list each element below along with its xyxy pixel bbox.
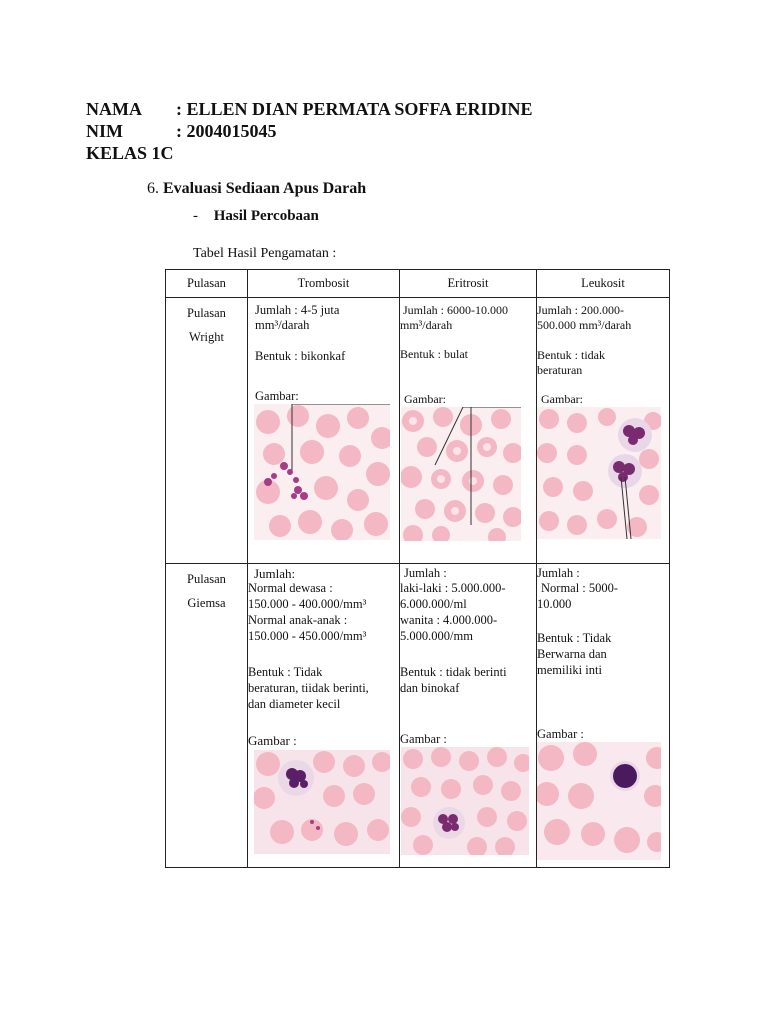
cell-giemsa-trombosit: [248, 564, 400, 868]
nim-label: NIM: [86, 121, 123, 141]
table-header-row: [166, 270, 670, 298]
wright-trombosit-jumlah-2: mm³/darah: [255, 318, 310, 332]
cell-wright-eritrosit: [400, 298, 537, 564]
giemsa-trombosit-line-3: Normal anak-anak :: [248, 613, 348, 627]
wright-trombosit-image: [254, 404, 390, 540]
giemsa-trombosit-bentuk-1: Bentuk : Tidak: [248, 665, 323, 679]
header-leukosit: Leukosit: [537, 270, 670, 298]
wright-eritrosit-image: [401, 407, 521, 541]
giemsa-leukosit-bentuk-2: Berwarna dan: [537, 647, 607, 661]
cell-wright-trombosit: [248, 298, 400, 564]
giemsa-eritrosit-gambar: Gambar :: [400, 732, 447, 746]
giemsa-eritrosit-image: [401, 747, 529, 855]
giemsa-trombosit-bentuk-2: beraturan, tiidak berinti,: [248, 681, 369, 695]
observation-table: [165, 269, 670, 868]
wright-eritrosit-bentuk: Bentuk : bulat: [400, 347, 468, 361]
subtitle-line: [193, 208, 319, 225]
label-wright-line-1: Pulasan: [187, 306, 226, 320]
label-giemsa-line-2: Giemsa: [187, 596, 226, 610]
giemsa-eritrosit-bentuk-2: dan binokaf: [400, 681, 460, 695]
giemsa-leukosit-line-1: Normal : 5000-: [541, 581, 619, 595]
row-giemsa: [166, 564, 670, 868]
wright-leukosit-jumlah-1: Jumlah : 200.000-: [537, 303, 624, 317]
wright-leukosit-bentuk-2: beraturan: [537, 363, 583, 377]
giemsa-leukosit-bentuk-3: memiliki inti: [537, 663, 602, 677]
section-title-text: Evaluasi Sediaan Apus Darah: [163, 180, 367, 197]
wright-trombosit-jumlah-1: Jumlah : 4-5 juta: [255, 303, 340, 317]
giemsa-trombosit-line-4: 150.000 - 450.000/mm³: [248, 629, 367, 643]
giemsa-leukosit-gambar: Gambar :: [537, 727, 584, 741]
table-caption: Tabel Hasil Pengamatan :: [193, 246, 337, 261]
nama-label: NAMA: [86, 99, 142, 119]
kelas-line: KELAS 1C: [86, 143, 174, 163]
nim-line: [86, 120, 277, 142]
wright-eritrosit-jumlah-2: mm³/darah: [400, 318, 453, 332]
giemsa-eritrosit-line-2: 6.000.000/ml: [400, 597, 467, 611]
giemsa-trombosit-bentuk-3: dan diameter kecil: [248, 697, 341, 711]
giemsa-eritrosit-line-1: laki-laki : 5.000.000-: [400, 581, 506, 595]
wright-leukosit-gambar: Gambar:: [541, 392, 583, 406]
wright-eritrosit-jumlah-1: Jumlah : 6000-10.000: [403, 303, 508, 317]
subtitle-dash: -: [193, 208, 198, 224]
giemsa-eritrosit-jumlah: Jumlah :: [404, 566, 447, 580]
wright-leukosit-jumlah-2: 500.000 mm³/darah: [537, 318, 632, 332]
giemsa-eritrosit-line-3: wanita : 4.000.000-: [400, 613, 498, 627]
section-title: [147, 180, 366, 198]
label-giemsa-line-1: Pulasan: [187, 572, 226, 586]
header-trombosit: Trombosit: [248, 270, 400, 298]
giemsa-trombosit-line-1: Normal dewasa :: [248, 581, 333, 595]
giemsa-eritrosit-line-4: 5.000.000/mm: [400, 629, 473, 643]
wright-leukosit-image: [537, 407, 661, 539]
cell-giemsa-leukosit: [537, 564, 670, 868]
wright-trombosit-gambar: Gambar:: [255, 389, 299, 403]
giemsa-leukosit-jumlah: Jumlah :: [537, 566, 580, 580]
giemsa-leukosit-line-2: 10.000: [537, 597, 572, 611]
nama-line: [86, 98, 533, 120]
section-number: 6.: [147, 180, 159, 197]
wright-leukosit-bentuk-1: Bentuk : tidak: [537, 348, 605, 362]
giemsa-eritrosit-bentuk-1: Bentuk : tidak berinti: [400, 665, 507, 679]
header-pulasan: Pulasan: [166, 270, 248, 298]
label-giemsa: [166, 564, 248, 868]
nim-value: : 2004015045: [176, 121, 277, 141]
label-wright-line-2: Wright: [189, 330, 224, 344]
header-eritrosit: Eritrosit: [400, 270, 537, 298]
cell-wright-leukosit: [537, 298, 670, 564]
giemsa-leukosit-bentuk-1: Bentuk : Tidak: [537, 631, 612, 645]
cell-giemsa-eritrosit: [400, 564, 537, 868]
giemsa-leukosit-image: [537, 742, 661, 860]
nama-value: : ELLEN DIAN PERMATA SOFFA ERIDINE: [176, 99, 533, 119]
giemsa-trombosit-line-2: 150.000 - 400.000/mm³: [248, 597, 367, 611]
wright-trombosit-bentuk: Bentuk : bikonkaf: [255, 349, 346, 363]
row-wright: [166, 298, 670, 564]
label-wright: [166, 298, 248, 564]
wright-eritrosit-gambar: Gambar:: [404, 392, 446, 406]
subtitle-text: Hasil Percobaan: [213, 208, 319, 224]
giemsa-trombosit-gambar: Gambar :: [248, 733, 297, 748]
giemsa-trombosit-image: [254, 750, 390, 854]
giemsa-trombosit-jumlah: Jumlah:: [254, 566, 296, 581]
